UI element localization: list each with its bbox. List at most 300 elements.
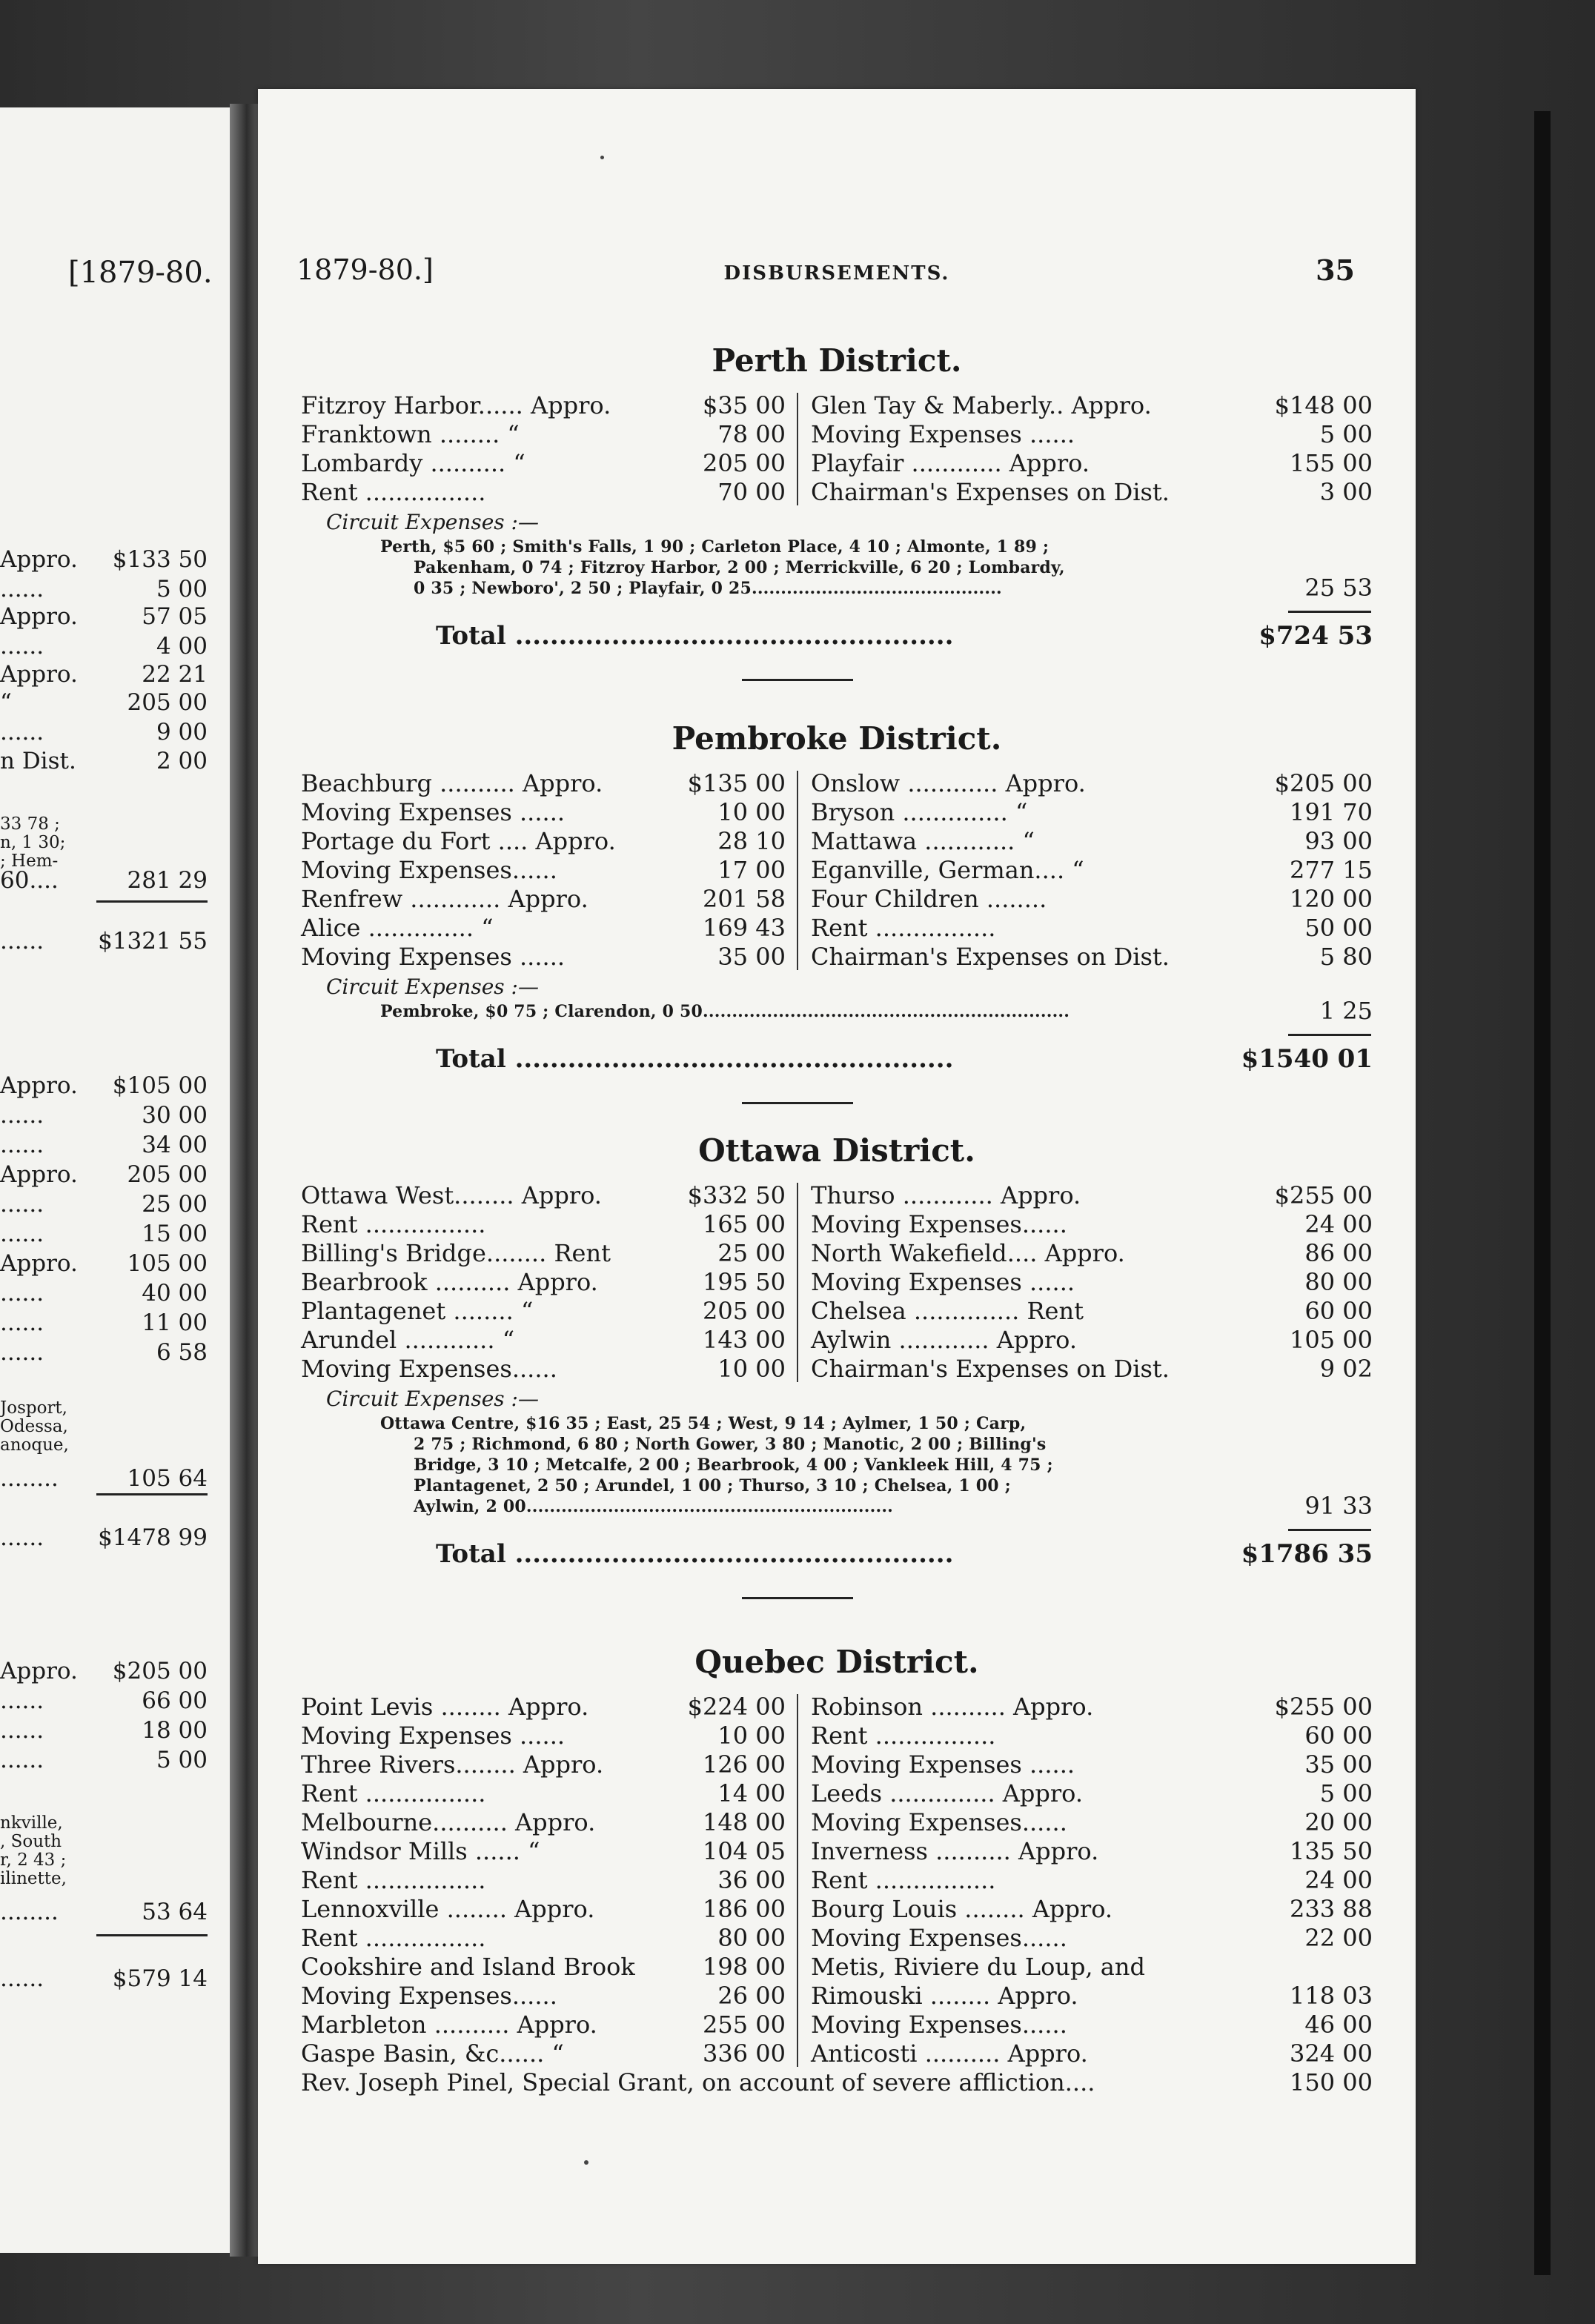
entry-amount: 186 00 [703,1895,786,1923]
entry-row [301,2039,786,2068]
page-number: 35 [1316,253,1355,287]
entry-label: Rent ................ [301,1866,486,1894]
entry-row [301,885,786,914]
entry-amount: 10 00 [717,1355,786,1383]
entry-row [301,1779,786,1808]
left-line-text: ...... [0,633,44,660]
entry-label: Point Levis ........ Appro. [301,1693,589,1721]
entry-row [301,856,786,885]
left-line [0,660,208,689]
entry-label: Plantagenet ........ “ [301,1297,534,1325]
total-rule [1288,1529,1371,1531]
left-line-text: “ [0,689,12,716]
entry-row [811,1953,1373,1982]
entry-amount: 165 00 [703,1210,786,1238]
entry-row [301,1326,786,1355]
entry-label: Gaspe Basin, &c...... “ [301,2039,564,2068]
entry-amount: 148 00 [703,1808,786,1836]
left-line-text: ...... [0,1747,44,1773]
left-line [0,1189,208,1219]
entry-amount: 5 00 [1319,420,1373,448]
entry-amount: 25 00 [717,1239,786,1267]
left-line-value: 22 21 [142,661,208,688]
left-line [0,574,208,604]
left-line-text: ...... [0,1965,44,1992]
entry-amount: 35 00 [1304,1750,1373,1779]
left-line [0,1523,208,1553]
entry-amount: $148 00 [1274,391,1373,419]
entry-amount: 155 00 [1290,449,1373,477]
entry-label: Metis, Riviere du Loup, and [811,1953,1145,1981]
left-line [0,1964,208,1993]
entry-amount: 104 05 [703,1837,786,1865]
left-line-value: 2 00 [156,748,208,774]
left-line-text: n Dist. [0,748,76,774]
entry-label: Beachburg .......... Appro. [301,769,603,797]
left-line-text: ilinette, [0,1869,67,1888]
entry-row [301,2011,786,2039]
entry-label: Rent ................ [301,1924,486,1952]
column-divider [797,771,798,970]
entry-row [301,914,786,943]
running-title: DISBURSEMENTS. [723,262,950,285]
section-separator-rule [742,1597,853,1599]
total-rule [1288,611,1371,613]
entry-label: Moving Expenses...... [811,1924,1067,1952]
entry-row [811,1722,1373,1750]
entry-row [301,1693,786,1722]
circuit-expenses-heading: Circuit Expenses :— [326,975,539,999]
entry-row [301,943,786,972]
entry-amount: $205 00 [1274,769,1373,797]
left-line-text: ...... [0,1221,44,1247]
left-line-value: 18 00 [142,1717,208,1744]
left-line [0,1071,208,1100]
left-line-text: ...... [0,1687,44,1714]
district-total-amount: $724 53 [1259,621,1373,651]
entry-row [811,1355,1373,1384]
special-grant-amount: 150 00 [1290,2068,1373,2096]
left-line [0,631,208,661]
left-line [0,1278,208,1308]
left-line-text: , South [0,1832,62,1851]
left-line [0,717,208,747]
entry-label: Glen Tay & Maberly.. Appro. [811,391,1152,419]
entry-label: Lombardy .......... “ [301,449,525,477]
left-line-text: ...... [0,1309,44,1336]
entry-row [301,420,786,449]
entry-label: Bearbrook .......... Appro. [301,1268,598,1296]
left-line-text: Appro. [0,1658,78,1684]
entry-label: Moving Expenses...... [811,2011,1067,2039]
district-total-row [436,1538,1373,1570]
entry-label: Moving Expenses ...... [301,943,566,971]
entry-label: Chairman's Expenses on Dist. [811,1355,1170,1383]
district-title: Perth District. [712,342,962,379]
left-line [0,1464,208,1493]
entry-row [811,1779,1373,1808]
circuit-expenses-amount: 1 25 [1319,997,1373,1025]
entry-row [301,1210,786,1239]
entry-amount: 205 00 [703,1297,786,1325]
entry-label: Moving Expenses ...... [301,798,566,826]
entry-row [811,2039,1373,2068]
left-line-value: $105 00 [112,1072,208,1099]
circuit-expenses-line: Plantagenet, 2 50 ; Arundel, 1 00 ; Thurso, 3 10 ; Chelsea, 1 00 ; [414,1476,1011,1495]
entry-row [301,1181,786,1210]
entry-amount: 205 00 [703,449,786,477]
entry-row [811,1210,1373,1239]
entry-label: Rent ................ [301,478,486,506]
left-page-header: [1879-80. [68,256,213,290]
left-line [0,1864,208,1893]
entry-amount: $35 00 [703,391,786,419]
entry-label: Robinson .......... Appro. [811,1693,1094,1721]
entry-label: Franktown ........ “ [301,420,520,448]
entry-amount: 46 00 [1304,2011,1373,2039]
entry-label: Chairman's Expenses on Dist. [811,943,1170,971]
left-line [0,1338,208,1367]
left-line [0,1745,208,1775]
entry-label: Chelsea .............. Rent [811,1297,1084,1325]
entry-amount: 26 00 [717,1982,786,2010]
entry-amount: 60 00 [1304,1722,1373,1750]
entry-amount: 22 00 [1304,1924,1373,1952]
entry-row [811,856,1373,885]
entry-row [811,1808,1373,1837]
entry-row [811,391,1373,420]
entry-amount: 78 00 [717,420,786,448]
entry-amount: 9 02 [1319,1355,1373,1383]
entry-label: Mattawa ............ “ [811,827,1035,855]
left-line [0,1686,208,1716]
entry-row [811,769,1373,798]
entry-amount: $255 00 [1274,1181,1373,1209]
circuit-expenses-heading: Circuit Expenses :— [326,1387,539,1411]
left-line [0,1130,208,1160]
column-divider [797,1183,798,1382]
entry-row [301,391,786,420]
column-divider [797,1694,798,2067]
circuit-expenses-line: Pembroke, $0 75 ; Clarendon, 0 50............................................................... [380,1002,1070,1021]
entry-label: Rent ................ [301,1779,486,1807]
left-line-text: ........ [0,1899,59,1925]
entry-row [811,1982,1373,2011]
left-line-text: ...... [0,1339,44,1366]
entry-amount: 169 43 [703,914,786,942]
left-line-value: 57 05 [142,603,208,630]
left-line [0,1308,208,1338]
circuit-expenses-amount: 91 33 [1304,1492,1373,1520]
entry-amount: $332 50 [687,1181,786,1209]
left-line-value: 40 00 [142,1280,208,1307]
left-line-text: n, 1 30; [0,833,66,852]
left-line-text: ........ [0,1465,59,1492]
entry-amount: 35 00 [717,943,786,971]
entry-row [301,798,786,827]
entry-row [301,1750,786,1779]
district-total-label: Total .................................................. [436,621,954,651]
entry-amount: $224 00 [687,1693,786,1721]
district-total-amount: $1786 35 [1241,1539,1373,1569]
entry-amount: 324 00 [1290,2039,1373,2068]
left-line-value: 25 00 [142,1191,208,1218]
left-line-value: $579 14 [112,1965,208,1992]
entry-amount: 10 00 [717,1722,786,1750]
entry-row [811,1268,1373,1297]
entry-row [811,1924,1373,1953]
entry-label: Rent ................ [811,1866,996,1894]
entry-label: Rent ................ [811,914,996,942]
entry-row [301,1268,786,1297]
left-page-fragment [0,107,230,2253]
entry-amount: 277 15 [1290,856,1373,884]
entry-row [811,1181,1373,1210]
district-title: Ottawa District. [698,1132,975,1169]
entry-row [301,1239,786,1268]
left-total-rule [96,1493,208,1495]
left-line-value: 30 00 [142,1102,208,1129]
left-line-text: nkville, [0,1813,63,1833]
left-line-value: 5 00 [156,1747,208,1773]
entry-label: Rent ................ [811,1722,996,1750]
left-line [0,1656,208,1686]
entry-label: Three Rivers........ Appro. [301,1750,604,1779]
entry-amount: 17 00 [717,856,786,884]
entry-amount: 80 00 [717,1924,786,1952]
entry-label: Aylwin ............ Appro. [811,1326,1078,1354]
special-grant-label: Rev. Joseph Pinel, Special Grant, on account of severe affliction.... [301,2068,1095,2096]
book-gutter [230,104,258,2257]
entry-label: Moving Expenses ...... [811,1750,1075,1779]
page-year: 1879-80.] [296,253,434,286]
entry-row [811,827,1373,856]
entry-row [301,478,786,507]
left-line-text: ...... [0,1280,44,1307]
entry-amount: 24 00 [1304,1866,1373,1894]
entry-label: Lennoxville ........ Appro. [301,1895,595,1923]
entry-label: Billing's Bridge........ Rent [301,1239,611,1267]
entry-amount: 255 00 [703,2011,786,2039]
entry-label: North Wakefield.... Appro. [811,1239,1125,1267]
left-line [0,1249,208,1278]
entry-row [811,449,1373,478]
left-line-value: 5 00 [156,576,208,602]
left-line-value: 205 00 [127,1161,208,1188]
entry-row [811,478,1373,507]
entry-amount: 5 00 [1319,1779,1373,1807]
entry-label: Moving Expenses...... [811,1808,1067,1836]
entry-amount: $255 00 [1274,1693,1373,1721]
entry-amount: 195 50 [703,1268,786,1296]
entry-row [301,1982,786,2011]
entry-label: Moving Expenses...... [301,1355,557,1383]
entry-label: Moving Expenses...... [811,1210,1067,1238]
district-total-label: Total .................................................. [436,1539,954,1569]
entry-row [811,420,1373,449]
district-title: Pembroke District. [672,720,1002,757]
left-total-rule [96,1934,208,1936]
left-line-text: Odessa, [0,1417,68,1436]
entry-label: Moving Expenses ...... [301,1722,566,1750]
left-line-text: Appro. [0,661,78,688]
entry-amount: 126 00 [703,1750,786,1779]
entry-label: Ottawa West........ Appro. [301,1181,602,1209]
left-line-value: 34 00 [142,1132,208,1158]
entry-label: Playfair ............ Appro. [811,449,1090,477]
left-line-text: Appro. [0,546,78,573]
entry-amount: 14 00 [717,1779,786,1807]
entry-row [811,885,1373,914]
entry-row [811,1895,1373,1924]
entry-label: Moving Expenses ...... [811,1268,1075,1296]
entry-amount: 36 00 [717,1866,786,1894]
left-line-text: Josport, [0,1398,67,1418]
special-grant-row [301,2068,1373,2097]
entry-row [301,449,786,478]
district-total-amount: $1540 01 [1241,1044,1373,1074]
district-total-label: Total .................................................. [436,1044,954,1074]
left-line-text: ...... [0,576,44,602]
left-line-text: 60.... [0,867,59,894]
left-line-value: 9 00 [156,719,208,746]
entry-amount: 135 50 [1290,1837,1373,1865]
left-line-text: Appro. [0,1161,78,1188]
left-line-value: 281 29 [127,867,208,894]
district-title: Quebec District. [694,1644,979,1680]
left-line-value: $133 50 [112,546,208,573]
entry-label: Bourg Louis ........ Appro. [811,1895,1113,1923]
entry-amount: 50 00 [1304,914,1373,942]
entry-label: Windsor Mills ...... “ [301,1837,540,1865]
entry-label: Renfrew ............ Appro. [301,885,588,913]
entry-label: Cookshire and Island Brook [301,1953,635,1981]
entry-amount: 20 00 [1304,1808,1373,1836]
entry-amount: 5 80 [1319,943,1373,971]
entry-label: Marbleton .......... Appro. [301,2011,597,2039]
left-line-text: ...... [0,1717,44,1744]
entry-amount: 28 10 [717,827,786,855]
circuit-expenses-line: Aylwin, 2 00............................................................... [414,1497,894,1516]
entry-label: Portage du Fort .... Appro. [301,827,616,855]
district-total-row [436,1043,1373,1075]
left-line-value: 11 00 [142,1309,208,1336]
left-line-text: ...... [0,719,44,746]
left-line-text: Appro. [0,1250,78,1277]
left-line [0,1430,208,1460]
entry-label: Moving Expenses ...... [811,420,1075,448]
entry-amount: 86 00 [1304,1239,1373,1267]
entry-row [301,1297,786,1326]
entry-label: Moving Expenses...... [301,1982,557,2010]
left-line-text: ...... [0,1191,44,1218]
left-line-value: 105 64 [127,1465,208,1492]
entry-label: Four Children ........ [811,885,1047,913]
entry-row [301,1722,786,1750]
entry-label: Onslow ............ Appro. [811,769,1086,797]
entry-amount: 93 00 [1304,827,1373,855]
entry-label: Fitzroy Harbor...... Appro. [301,391,611,419]
entry-label: Bryson .............. “ [811,798,1028,826]
entry-label: Arundel ............ “ [301,1326,515,1354]
circuit-expenses-line: 2 75 ; Richmond, 6 80 ; North Gower, 3 80 ; Manotic, 2 00 ; Billing's [414,1435,1047,1454]
book-edge [1534,111,1551,2275]
left-line [0,1100,208,1130]
left-line [0,926,208,956]
entry-label: Alice .............. “ [301,914,494,942]
left-line-value: 4 00 [156,633,208,660]
entry-label: Thurso ............ Appro. [811,1181,1081,1209]
entry-row [811,2011,1373,2039]
left-line-text: r, 2 43 ; [0,1850,67,1870]
left-line-value: $1321 55 [98,928,208,954]
left-line-text: anoque, [0,1435,69,1455]
district-total-row [436,620,1373,652]
left-line-text: Appro. [0,603,78,630]
left-line-value: 105 00 [127,1250,208,1277]
entry-label: Rimouski ........ Appro. [811,1982,1078,2010]
section-separator-rule [742,1102,853,1104]
entry-label: Eganville, German.... “ [811,856,1084,884]
entry-row [301,1355,786,1384]
entry-label: Melbourne.......... Appro. [301,1808,596,1836]
entry-amount: 80 00 [1304,1268,1373,1296]
entry-row [301,769,786,798]
left-line [0,746,208,776]
left-total-rule [96,900,208,903]
entry-row [301,1924,786,1953]
entry-label: Moving Expenses...... [301,856,557,884]
entry-amount: 24 00 [1304,1210,1373,1238]
total-rule [1288,1034,1371,1036]
left-line-value: 66 00 [142,1687,208,1714]
left-line-value: $1478 99 [98,1524,208,1551]
circuit-expenses-line: Perth, $5 60 ; Smith's Falls, 1 90 ; Carleton Place, 4 10 ; Almonte, 1 89 ; [380,537,1049,557]
left-line-text: ...... [0,1524,44,1551]
left-line [0,1716,208,1745]
main-page [258,89,1416,2264]
entry-row [301,1953,786,1982]
entry-row [811,798,1373,827]
entry-amount: 120 00 [1290,885,1373,913]
left-line-text: Appro. [0,1072,78,1099]
entry-amount: 60 00 [1304,1297,1373,1325]
left-line-text: ...... [0,928,44,954]
entry-row [811,1693,1373,1722]
entry-amount: 143 00 [703,1326,786,1354]
entry-amount: 10 00 [717,798,786,826]
left-line [0,1160,208,1189]
left-line-text: ...... [0,1102,44,1129]
entry-amount: 233 88 [1290,1895,1373,1923]
left-line [0,688,208,717]
entry-row [811,1326,1373,1355]
circuit-expenses-amount: 25 53 [1304,574,1373,602]
entry-label: Inverness .......... Appro. [811,1837,1099,1865]
entry-amount: $135 00 [687,769,786,797]
circuit-expenses-line: Bridge, 3 10 ; Metcalfe, 2 00 ; Bearbrook, 4 00 ; Vankleek Hill, 4 75 ; [414,1455,1053,1475]
circuit-expenses-line: 0 35 ; Newboro', 2 50 ; Playfair, 0 25........................................... [414,579,1002,598]
entry-amount: 105 00 [1290,1326,1373,1354]
circuit-expenses-line: Ottawa Centre, $16 35 ; East, 25 54 ; West, 9 14 ; Aylmer, 1 50 ; Carp, [380,1414,1027,1433]
entry-row [301,1895,786,1924]
entry-amount: 70 00 [717,478,786,506]
left-line-value: 53 64 [142,1899,208,1925]
entry-amount: 191 70 [1290,798,1373,826]
entry-amount: 336 00 [703,2039,786,2068]
entry-label: Leeds .............. Appro. [811,1779,1084,1807]
entry-row [811,1837,1373,1866]
